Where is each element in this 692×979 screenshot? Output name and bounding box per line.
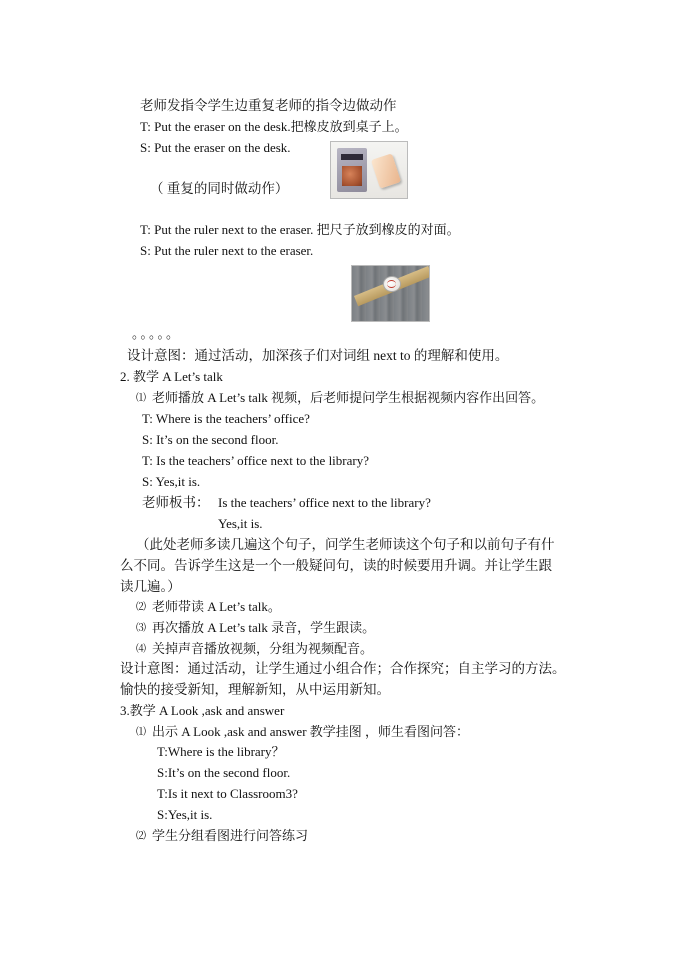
step-number: ⑵ — [136, 602, 146, 613]
step-number: ⑵ — [136, 831, 146, 842]
step-number: ⑴ — [136, 727, 146, 738]
note-line: （ 重复的同时做动作） — [150, 181, 289, 196]
section-heading: 2. 教学 A Let’s talk — [120, 369, 223, 384]
step-line — [136, 389, 544, 409]
ball-eraser-image — [383, 276, 401, 292]
dialogue-line: S: Put the eraser on the desk. — [140, 140, 291, 155]
step-number: ⑴ — [136, 393, 146, 404]
blackboard-label: 老师板书： — [142, 495, 210, 510]
dialogue-line: S: It’s on the second floor. — [142, 432, 279, 447]
dialogue-line: S: Yes,it is. — [142, 474, 201, 489]
design-intent-line: 设计意图：通过活动，加深孩子们对词组 next to 的理解和使用。 — [127, 348, 509, 363]
blackboard-line: Is the teachers’ office next to the library? — [218, 495, 431, 510]
dialogue-line: S:Yes,it is. — [157, 807, 213, 822]
step-text: 关掉声音播放视频，分组为视频配音。 — [152, 641, 374, 656]
step-number: ⑶ — [136, 623, 146, 634]
step-text: 学生分组看图进行问答练习 — [152, 828, 309, 843]
ruler-eraser-photo — [351, 265, 430, 322]
dialogue-line: T:Is it next to Classroom3? — [157, 786, 298, 801]
paragraph-line: 么不同。告诉学生这是一个一般疑问句，读的时候要用升调。并让学生跟 — [120, 558, 552, 573]
step-line — [136, 598, 281, 618]
ellipsis-line: 。。。。。 — [132, 326, 182, 341]
section-heading: 3.教学 A Look ,ask and answer — [120, 703, 285, 718]
step-line — [136, 640, 373, 660]
step-number: ⑷ — [136, 644, 146, 655]
dialogue-line: T: Put the eraser on the desk.把橡皮放到桌子上。 — [140, 119, 408, 134]
dialogue-line: T: Put the ruler next to the eraser. 把尺子放到橡皮的对面。 — [140, 222, 460, 237]
step-text: 老师播放 A Let’s talk 视频，后老师提问学生根据视频内容作出回答。 — [152, 390, 545, 405]
step-text: 再次播放 A Let’s talk 录音，学生跟读。 — [152, 620, 376, 635]
dialogue-line: T: Where is the teachers’ office? — [142, 411, 310, 426]
design-intent-line: 设计意图：通过活动，让学生通过小组合作；合作探究；自主学习的方法。 — [120, 661, 566, 676]
step-line — [136, 619, 375, 639]
dialogue-line: S: Put the ruler next to the eraser. — [140, 243, 314, 258]
blackboard-line: Yes,it is. — [218, 516, 263, 531]
dialogue-line: T: Is the teachers’ office next to the library? — [142, 453, 369, 468]
step-line — [136, 827, 308, 847]
instruction-line: 老师发指令学生边重复老师的指令边做动作 — [140, 98, 397, 113]
paragraph-line: 读几遍。） — [120, 579, 181, 594]
eraser-photo — [330, 141, 408, 199]
step-line — [136, 723, 469, 743]
dialogue-line: T:Where is the library？ — [157, 744, 285, 759]
eraser-image — [371, 153, 401, 188]
design-intent-line: 愉快的接受新知，理解新知，从中运用新知。 — [120, 682, 390, 697]
paragraph-line: （此处老师多读几遍这个句子，问学生老师读这个句子和以前句子有什 — [136, 537, 555, 552]
dialogue-line: S:It’s on the second floor. — [157, 765, 291, 780]
step-text: 老师带读 A Let’s talk。 — [152, 599, 281, 614]
eraser-package-image — [337, 148, 367, 192]
step-text: 出示 A Look ,ask and answer 教学挂图 ，师生看图问答： — [152, 724, 470, 739]
